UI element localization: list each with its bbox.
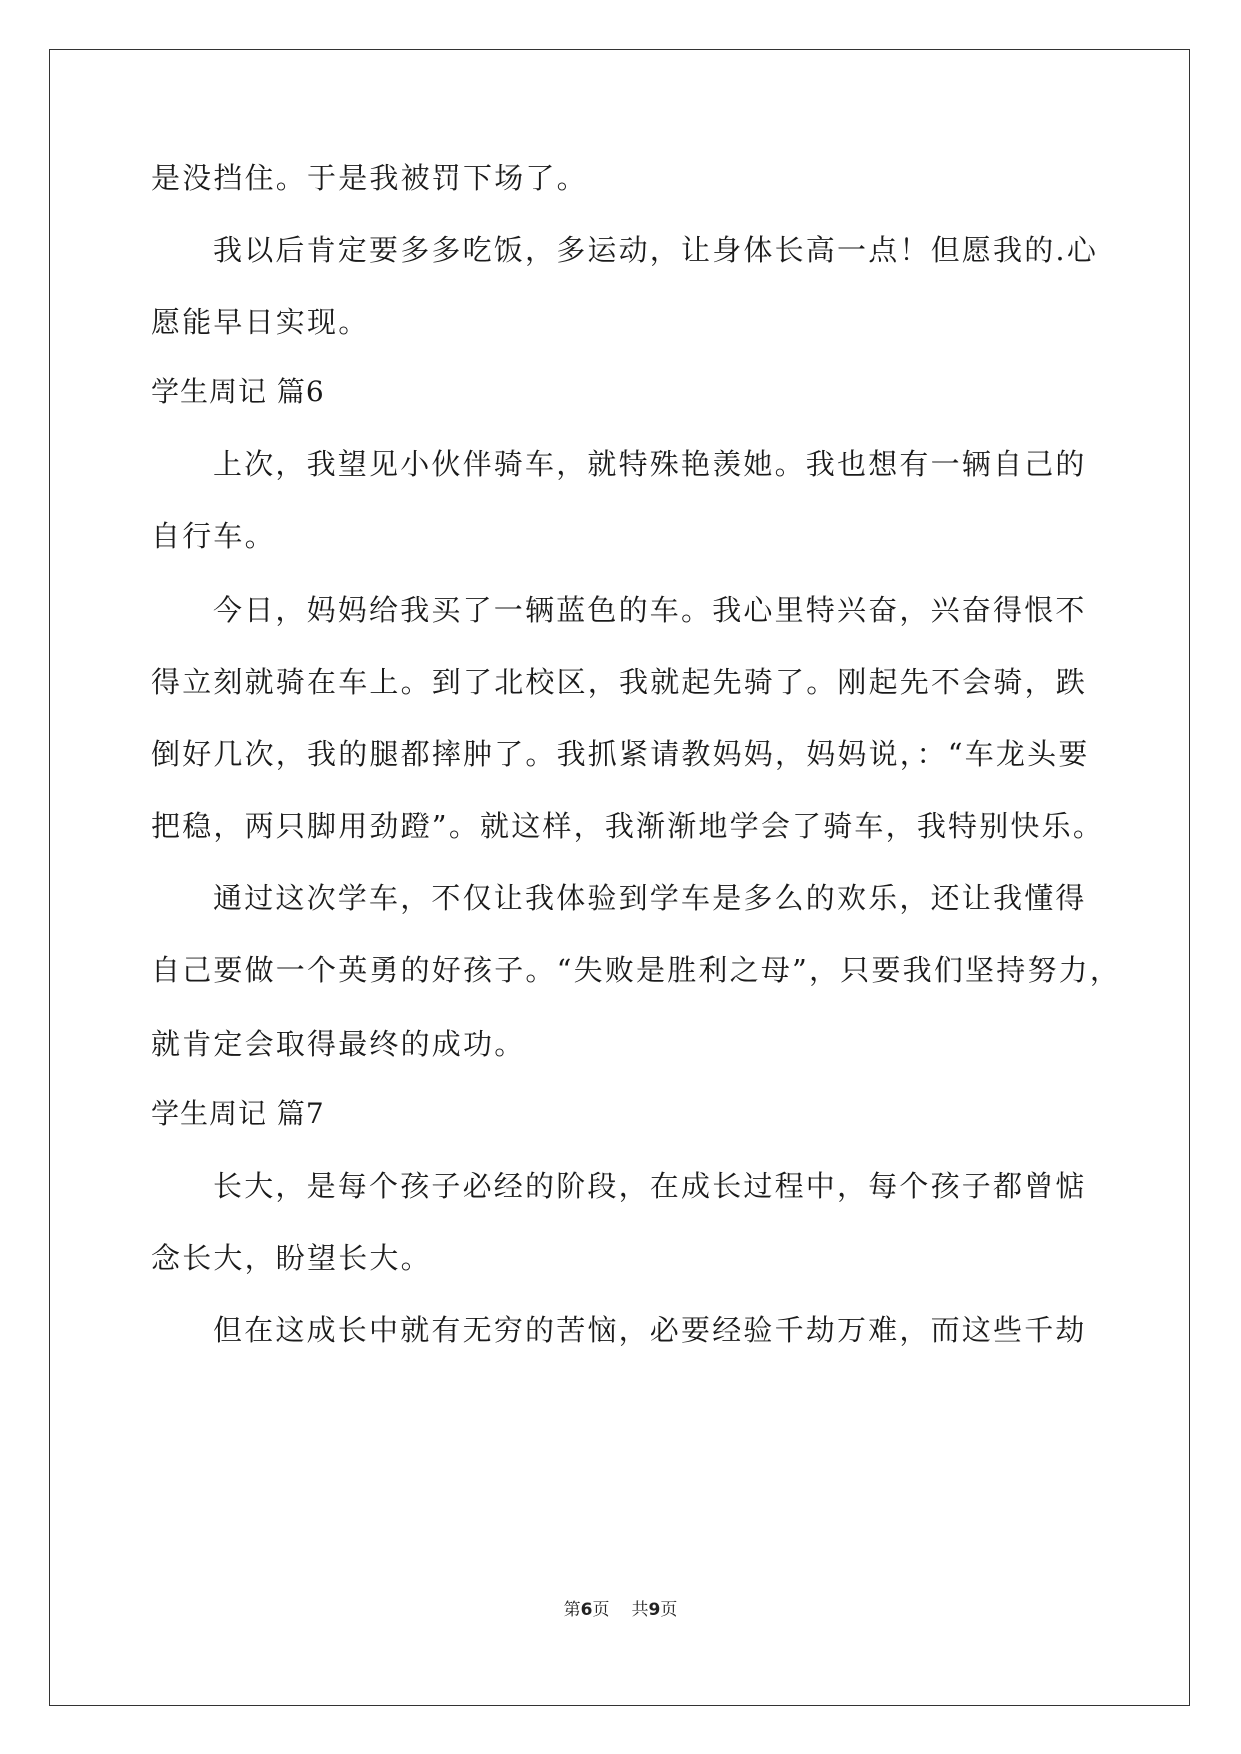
total-suffix: 页 [660, 1600, 678, 1620]
paragraph-line: 把稳，两只脚用劲蹬”。就这样，我渐渐地学会了骑车，我特别快乐。 [151, 809, 1105, 843]
page-prefix: 第 [563, 1600, 581, 1620]
paragraph-line: 念长大，盼望长大。 [151, 1241, 432, 1275]
total-prefix: 共 [631, 1600, 649, 1620]
paragraph-line: 倒好几次，我的腿都摔肿了。我抓紧请教妈妈，妈妈说，：“车龙头要 [151, 737, 1090, 771]
paragraph-line: 是没挡住。于是我被罚下场了。 [151, 161, 588, 195]
section-heading: 学生周记 篇7 [151, 1097, 325, 1130]
page-total-number: 9 [648, 1600, 661, 1620]
paragraph-line: 通过这次学车，不仅让我体验到学车是多么的欢乐，还让我懂得 [213, 881, 1087, 915]
section-heading: 学生周记 篇6 [151, 375, 325, 408]
paragraph-line: 就肯定会取得最终的成功。 [151, 1027, 526, 1061]
paragraph-line: 愿能早日实现。 [151, 305, 370, 339]
paragraph-line: 但在这成长中就有无穷的苦恼，必要经验千劫万难，而这些千劫 [213, 1313, 1087, 1347]
paragraph-line: 得立刻就骑在车上。到了北校区，我就起先骑了。刚起先不会骑，跌 [151, 665, 1088, 699]
page-current-number: 6 [580, 1600, 593, 1620]
page-footer [0, 1598, 1241, 1622]
paragraph-line: 今日，妈妈给我买了一辆蓝色的车。我心里特兴奋，兴奋得恨不 [213, 593, 1087, 627]
paragraph-line: 自行车。 [151, 519, 276, 553]
paragraph-line: 长大，是每个孩子必经的阶段，在成长过程中，每个孩子都曾惦 [213, 1169, 1087, 1203]
paragraph-line: 上次，我望见小伙伴骑车，就特殊艳羡她。我也想有一辆自己的 [213, 447, 1087, 481]
paragraph-line: 自己要做一个英勇的好孩子。“失败是胜利之母”，只要我们坚持努力， [151, 953, 1122, 987]
paragraph-line: 我以后肯定要多多吃饭，多运动，让身体长高一点！但愿我的.心 [213, 233, 1099, 267]
page-suffix: 页 [592, 1600, 610, 1620]
